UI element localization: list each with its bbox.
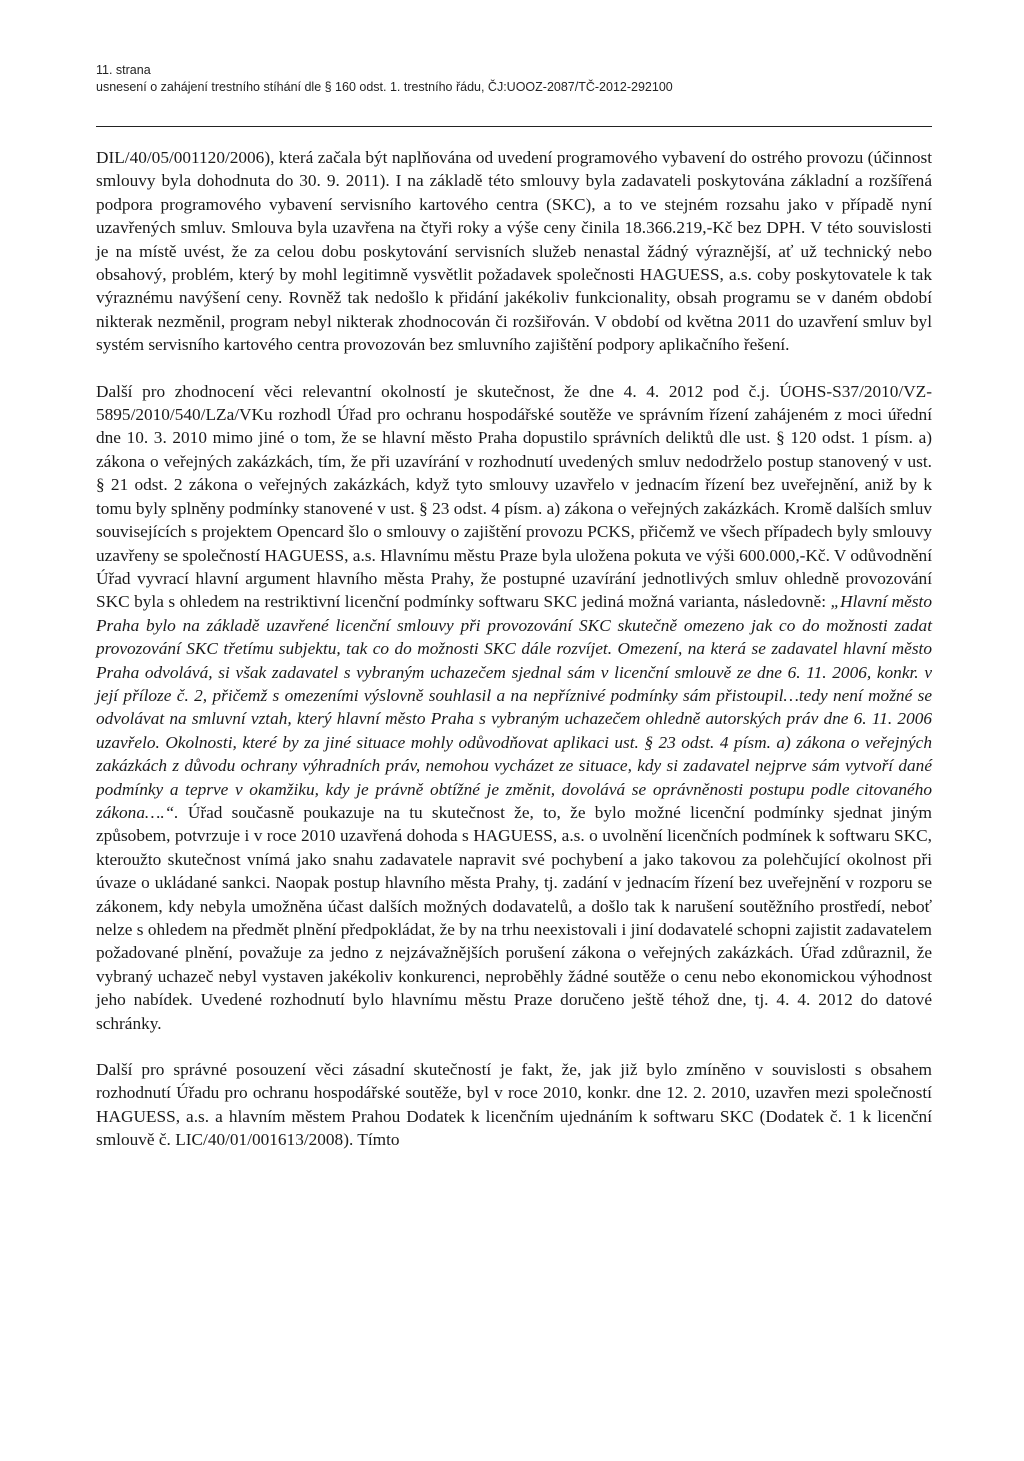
paragraph-2 [96,380,932,1035]
paragraph-2-text: Další pro zhodnocení věci relevantní okolností je skutečnost, že dne 4. 4. 2012 pod č.j. ÚOHS-S37/2010/VZ-5895/2010/540/LZa/VKu rozhodl Úřad pro ochranu hospodářské soutěže ve správním řízení zahájeném z moci úřední dne 10. 3. 2010 mimo jiné o tom, že se hlavní město Praha dopustilo správních deliktů dle ust. § 120 odst. 1 písm. a) zákona o veřejných zakázkách, tím, že při uzavírání v rozhodnutí uvedených smluv nedodrželo postup stanovený v ust. § 21 odst. 2 zákona o veřejných zakázkách, když tyto smlouvy uzavřelo v jednacím řízení bez uveřejnění, aniž by k tomu byly splněny podmínky stanovené v ust. § 23 odst. 4 písm. a) zákona o veřejných zakázkách. Kromě dalších smluv souvisejících s projektem Opencard šlo o smlouvy o zajištění provozu PCKS, přičemž ve všech případech byly smlouvy uzavřeny se společností HAGUESS, a.s. Hlavnímu městu Praze byla uložena pokuta ve výši 600.000,-Kč. V odůvodnění Úřad vyvrací hlavní argument hlavního města Prahy, že postupné uzavírání jednotlivých smluv ohledně provozování SKC byla s ohledem na restriktivní licenční podmínky softwaru SKC jediná možná varianta, následovně: [96,381,932,612]
paragraph-1: DIL/40/05/001120/2006), která začala být naplňována od uvedení programového vybavení do ostrého provozu (účinnost smlouvy byla dohodnuta do 30. 9. 2011). I na základě této smlouvy byla zadavateli poskytována základní a rozšířená podpora programového vybavení servisního kartového centra (SKC), a to ve stejném rozsahu jako v případě nyní uzavřených smluv. Smlouva byla uzavřena na čtyři roky a výše ceny činila 18.366.219,-Kč bez DPH. V této souvislosti je na místě uvést, že za celou dobu poskytování servisních služeb nenastal žádný výraznější, ať už technický nebo obsahový, problém, který by mohl legitimně vysvětlit požadavek společnosti HAGUESS, a.s. coby poskytovatele k tak výraznému navýšení ceny. Rovněž tak nedošlo k přidání jakékoliv funkcionality, obsah programu se v daném období nikterak nezměnil, program nebyl nikterak zhodnocován či rozšiřován. V období od května 2011 do uzavření smluv byl systém servisního kartového centra provozován bez smluvního zajištění podpory aplikačního řešení. [96,148,932,355]
document-body [96,146,932,1175]
header-divider [96,126,932,127]
page-header [96,62,932,96]
document-reference: usnesení o zahájení trestního stíhání dle § 160 odst. 1. trestního řádu, ČJ:UOOZ-2087/TČ-2012-292100 [96,80,673,94]
paragraph-3: Další pro správné posouzení věci zásadní skutečností je fakt, že, jak již bylo zmíněno v souvislosti s obsahem rozhodnutí Úřadu pro ochranu hospodářské soutěže, byl v roce 2010, konkr. dne 12. 2. 2010, uzavřen mezi společností HAGUESS, a.s. a hlavním městem Prahou Dodatek k licenčním ujednáním k softwaru SKC (Dodatek č. 1 k licenční smlouvě č. LIC/40/01/001613/2008). Tímto [96,1060,932,1150]
paragraph-2-continuation: Úřad současně poukazuje na tu skutečnost že, to, že bylo možné licenční podmínky sjednat jiným způsobem, potvrzuje i v roce 2010 uzavřená dohoda s HAGUESS, a.s. o uvolnění licenčních podmínek k softwaru SKC, kteroužto skutečnost vnímá jako snahu zadavatele napravit své pochybení a jako takovou za polehčující okolnost při úvaze o ukládané sankci. Naopak postup hlavního města Prahy, tj. zadání v jednacím řízení bez uveřejnění v rozporu se zákonem, kdy nebyla umožněna účast dalších možných dodavatelů, a došlo tak k narušení soutěžního prostředí, neboť nelze s ohledem na předmět plnění předpokládat, že by na trhu neexistovali i jiní dodavatelé schopni zajistit zadavatelem požadované plnění, považuje za jedno z nejzávažnějších porušení zákona o veřejných zakázkách. Úřad zdůraznil, že vybraný uchazeč nebyl vystaven jakékoliv konkurenci, neproběhly žádné soutěže o cenu nebo ekonomickou výhodnost jeho nabídek. Uvedené rozhodnutí bylo hlavnímu městu Praze doručeno ještě téhož dne, tj. 4. 4. 2012 do datové schránky. [96,802,932,1033]
paragraph-2-quote: „Hlavní město Praha bylo na základě uzavřené licenční smlouvy při provozování SKC skutečně omezeno jak co do možnosti zadat provozování SKC třetímu subjektu, tak co do možnosti SKC dále rozvíjet. Omezení, na která se zadavatel hlavní město Praha odvolává, si však zadavatel s vybraným uchazečem sjednal sám v licenční smlouvě ze dne 6. 11. 2006, konkr. v její příloze č. 2, přičemž s omezeními výslovně souhlasil a na nepříznivé podmínky sám přistoupil…tedy není možné se odvolávat na smluvní vztah, který hlavní město Praha s vybraným uchazečem ohledně autorských práv dne 6. 11. 2006 uzavřelo. Okolnosti, které by za jiné situace mohly odůvodňovat aplikaci ust. § 23 odst. 4 písm. a) zákona o veřejných zakázkách z důvodu ochrany výhradních práv, nemohou vycházet ze situace, kdy si zadavatel nejprve sám vytvoří dané podmínky a teprve v okamžiku, kdy je právně obtížné je změnit, dovolává se oprávněnosti postupu podle citovaného zákona….“. [96,592,932,822]
page-number-label: 11. strana [96,63,151,77]
